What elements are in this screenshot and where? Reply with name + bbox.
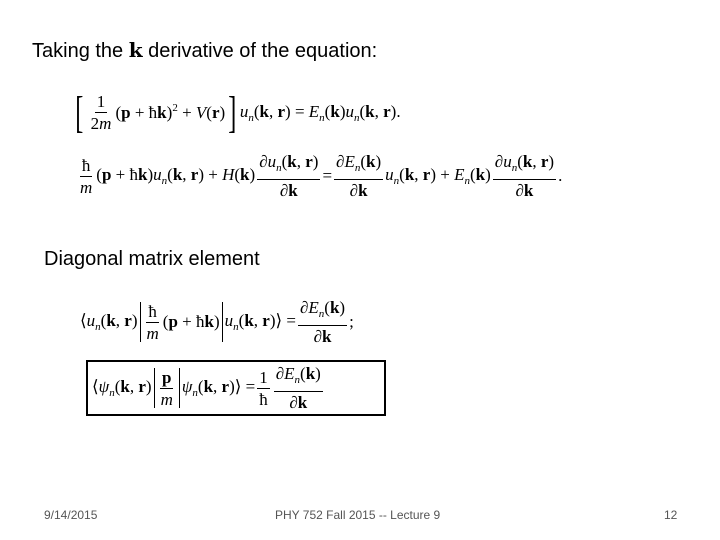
footer-course: PHY 752 Fall 2015 -- Lecture 9 bbox=[275, 508, 441, 522]
footer-page-number: 12 bbox=[664, 508, 678, 522]
equation-schrodinger-k: [ $\frac{1}{2m}$ (p + ħk)$^2$ + V(r) ] $u_n(k$, $r) = E_n(k)u_n(k$, r). bbox=[75, 87, 401, 137]
heading-suffix: derivative of the equation: bbox=[142, 40, 378, 62]
heading-k-symbol: k bbox=[128, 38, 143, 62]
equation-k-derivative: $\frac{ħ}{m}$ $(p + ħk)u_n(k$, r) + H(k) $\frac{\partial u_n(k, r)}{\partial k}$ = $\frac{\partial E_n(k)}{\partial k}$ $u_n(k$, $r) + E_n(k)$ $\frac{\partial u_n(k, r)}{\partial k}$ . bbox=[80, 152, 563, 200]
footer-date: 9/14/2015 bbox=[44, 508, 98, 522]
diagonal-matrix-heading: Diagonal matrix element bbox=[44, 248, 260, 270]
equation-velocity: $⟨\psi_n(k$, r) $\frac{p}{m}$ $\psi_n(k$, r)⟩ = $\frac{1}{ħ}$ $\frac{\partial E_n(k)}{\partial k}$ bbox=[92, 364, 321, 412]
slide-heading bbox=[32, 38, 377, 63]
equation-matrix-element: $⟨u_n(k$, r) $\frac{ħ}{m}$ (p + ħk) $u_n(k$, r)⟩ = $\frac{\partial E_n(k)}{\partial k}$ ; bbox=[80, 298, 354, 346]
heading-prefix: Taking the bbox=[32, 40, 129, 62]
